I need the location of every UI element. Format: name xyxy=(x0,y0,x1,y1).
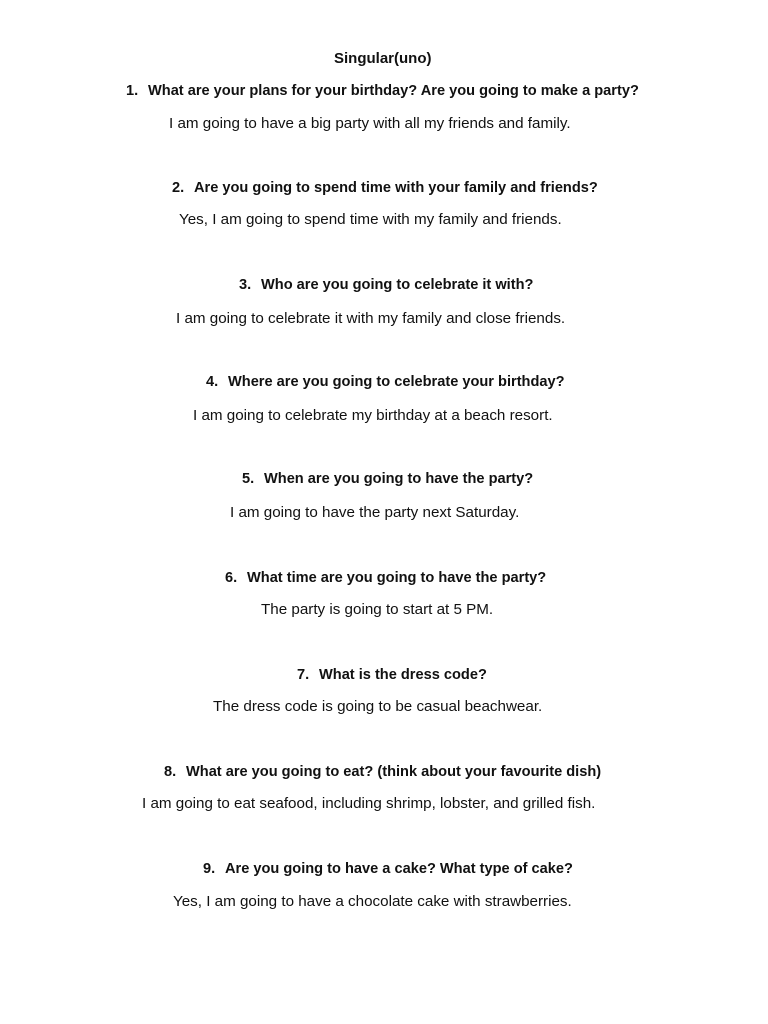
answer-6: The party is going to start at 5 PM. xyxy=(261,601,494,618)
question-8 xyxy=(164,763,601,781)
question-text: When are you going to have the party? xyxy=(264,471,534,487)
answer-5: I am going to have the party next Saturday. xyxy=(230,504,520,521)
question-6 xyxy=(225,569,546,587)
answer-1: I am going to have a big party with all my friends and family. xyxy=(169,115,571,132)
question-1 xyxy=(126,82,639,100)
page-title: Singular(uno) xyxy=(334,50,432,67)
question-number: 2. xyxy=(172,180,185,196)
question-number: 6. xyxy=(225,570,238,586)
question-number: 9. xyxy=(203,861,216,877)
question-text: Who are you going to celebrate it with? xyxy=(261,277,534,293)
question-number: 8. xyxy=(164,764,177,780)
question-number: 7. xyxy=(297,667,310,683)
answer-8: I am going to eat seafood, including shrimp, lobster, and grilled fish. xyxy=(142,795,596,812)
question-text: What time are you going to have the party? xyxy=(247,570,547,586)
question-7 xyxy=(297,666,487,684)
question-text: What are you going to eat? (think about your favourite dish) xyxy=(186,764,602,780)
answer-7: The dress code is going to be casual beachwear. xyxy=(213,698,543,715)
answer-3: I am going to celebrate it with my family and close friends. xyxy=(176,310,566,327)
question-2 xyxy=(172,179,598,197)
question-number: 5. xyxy=(242,471,255,487)
question-text: Are you going to have a cake? What type of cake? xyxy=(225,861,573,877)
question-text: Are you going to spend time with your family and friends? xyxy=(194,180,598,196)
question-4 xyxy=(206,373,565,391)
question-9 xyxy=(203,860,573,878)
answer-4: I am going to celebrate my birthday at a beach resort. xyxy=(193,407,553,424)
answer-2: Yes, I am going to spend time with my family and friends. xyxy=(179,211,562,228)
question-text: What are your plans for your birthday? Are you going to make a party? xyxy=(148,83,639,99)
answer-9: Yes, I am going to have a chocolate cake with strawberries. xyxy=(173,893,572,910)
question-3 xyxy=(239,276,533,294)
question-text: Where are you going to celebrate your birthday? xyxy=(228,374,565,390)
question-number: 3. xyxy=(239,277,252,293)
question-text: What is the dress code? xyxy=(319,667,487,683)
question-number: 4. xyxy=(206,374,219,390)
question-number: 1. xyxy=(126,83,139,99)
question-5 xyxy=(242,470,533,488)
